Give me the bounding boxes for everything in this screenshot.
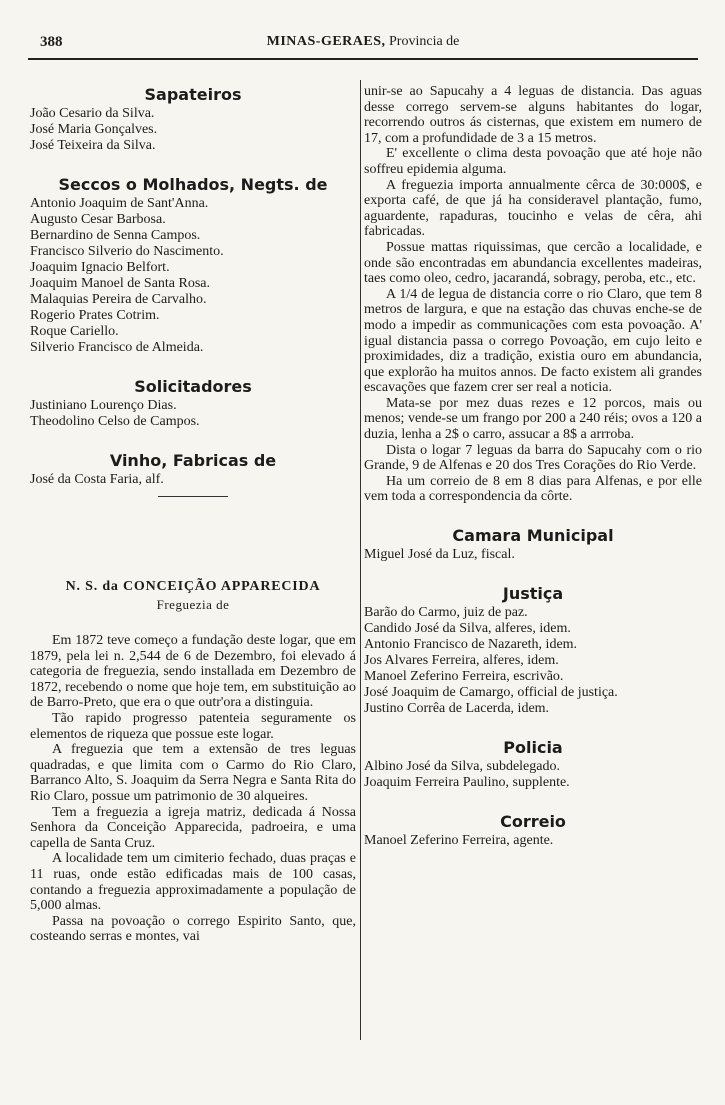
parish-subtitle: Freguezia de (156, 597, 230, 612)
list-item: José Maria Gonçalves. (30, 122, 158, 137)
running-title (28, 34, 698, 50)
list-item: José Joaquim de Camargo, official de justiça. (364, 685, 618, 701)
list-item: Manoel Zeferino Ferreira, escrivão. (364, 669, 564, 685)
list-item: Theodolino Celso de Campos. (30, 414, 200, 429)
paragraph: Tem a freguezia a igreja matriz, dedicada á Nossa Senhora da Conceição Apparecida, padroeira, e uma capella de Santa Cruz. (30, 804, 356, 851)
running-title-bold: MINAS-GERAES, (266, 34, 386, 49)
section-correio (364, 811, 702, 849)
parish-text (30, 633, 356, 945)
list-item: Manoel Zeferino Ferreira, agente. (364, 833, 554, 849)
list-item: Miguel José da Luz, fiscal. (364, 547, 515, 563)
section-heading: Solicitadores (134, 377, 252, 396)
paragraph: Mata-se por mez duas rezes e 12 porcos, mais ou menos; vende-se um frango por 200 a 240 réis; ovos a 120 a duzia, lenha a 2$ o carro, assucar a 8$ a arrroba. (364, 395, 702, 443)
section-camara (364, 525, 702, 563)
list-item: Justiniano Lourenço Dias. (30, 398, 177, 413)
section-seccos (30, 174, 356, 356)
list-item: João Cesario da Silva. (30, 106, 155, 121)
list-item: Roque Cariello. (30, 324, 119, 339)
section-heading: Seccos o Molhados, Negts. de (58, 175, 328, 194)
paragraph: Em 1872 teve começo a fundação deste logar, que em 1879, pela lei n. 2,544 de 6 de Dezembro, foi elevado á categoria de freguezia, sendo installada em Dezembro de 1872, recebendo o nome que hoje tem, em substituição ao de Barro-Preto, que era o que outr'ora a distinguia. (30, 633, 356, 711)
page-number: 388 (40, 34, 63, 50)
header-rule (28, 58, 698, 60)
section-heading: Camara Municipal (452, 526, 614, 546)
list-item: Silverio Francisco de Almeida. (30, 340, 204, 355)
section-heading: Policia (503, 738, 563, 758)
list-item: Barão do Carmo, juiz de paz. (364, 605, 528, 621)
column-divider (360, 80, 361, 1040)
list-item: Candido José da Silva, alferes, idem. (364, 621, 571, 637)
page-header (28, 34, 698, 56)
paragraph: Passa na povoação o corrego Espirito Santo, que, costeando serras e montes, vai (30, 913, 356, 945)
list-item: Malaquias Pereira de Carvalho. (30, 292, 207, 307)
list-item: Albino José da Silva, subdelegado. (364, 759, 560, 775)
list-item: Antonio Joaquim de Sant'Anna. (30, 196, 209, 211)
section-policia (364, 737, 702, 791)
section-heading: Correio (500, 812, 566, 832)
paragraph: A freguezia que tem a extensão de tres leguas quadradas, e que limita com o Carmo do Rio Claro, Barranco Alto, S. Joaquim da Serra Negra e Santa Rita do Rio Claro, possue um patrimonio de 30 alqueires. (30, 742, 356, 804)
list-item: José Teixeira da Silva. (30, 138, 156, 153)
list-item: Bernardino de Senna Campos. (30, 228, 201, 243)
paragraph: unir-se ao Sapucahy a 4 leguas de distancia. Das aguas desse corrego servem-se alguns habitantes do logar, recorrendo outros ás cisternas, que existem em numero de 17, com a profundidade de 3 a 15 metros. (364, 84, 702, 146)
list-item: Jos Alvares Ferreira, alferes, idem. (364, 653, 559, 669)
list-item: Joaquim Ferreira Paulino, supplente. (364, 775, 570, 791)
parish-title-block (30, 579, 356, 613)
list-item: Joaquim Manoel de Santa Rosa. (30, 276, 211, 291)
list-item: Francisco Silverio do Nascimento. (30, 244, 224, 259)
section-heading: Sapateiros (144, 85, 242, 104)
paragraph: A localidade tem um cimiterio fechado, duas praças e 11 ruas, onde estão edificadas mais de 100 casas, contando a freguezia approximadamente a população de 5,000 almas. (30, 851, 356, 914)
list-item: José da Costa Faria, alf. (30, 472, 164, 487)
section-heading: Vinho, Fabricas de (109, 451, 277, 470)
paragraph: A freguezia importa annualmente cêrca de 30:000$, e exporta café, de que já ha consideravel plantação, fumo, aguardente, rapaduras, toucinho e velas de cêra, ahi fabricadas. (364, 177, 702, 240)
description-text (364, 84, 702, 505)
section-heading: Justiça (502, 584, 564, 604)
list-item: Joaquim Ignacio Belfort. (30, 260, 170, 275)
paragraph: E' excellente o clima desta povoação que até hoje não soffreu epidemia alguma. (364, 146, 702, 177)
paragraph: A 1/4 de legua de distancia corre o rio Claro, que tem 8 metros de largura, e que na estação das chuvas enche-se de modo a impedir as communicações com esta povoação. A' igual distancia passa o corrego Povoação, em cujo leito e proximidades, diz a tradição, existia ouro em abundancia, que explorão ha muitos annos. De facto existem ali grandes escavações que fazem crer ser real a noticia. (364, 286, 702, 396)
running-title-rest: Provincia de (389, 34, 460, 49)
left-column (30, 84, 356, 945)
paragraph: Possue mattas riquissimas, que cercão a localidade, e onde são encontradas em abundancia excellentes madeiras, taes como oleo, cedro, jacarandá, sobragy, peroba, etc., etc. (364, 239, 702, 287)
paragraph: Dista o logar 7 leguas da barra do Sapucahy com o rio Grande, 9 de Alfenas e 20 dos Tres Corações do Rio Verde. (364, 442, 702, 474)
list-item: Justino Corrêa de Lacerda, idem. (364, 701, 550, 717)
right-column (364, 84, 702, 849)
list-item: Rogerio Prates Cotrim. (30, 308, 160, 323)
paragraph: Ha um correio de 8 em 8 dias para Alfenas, e por elle vem toda a correspondencia da côrte. (364, 473, 702, 505)
list-item: Augusto Cesar Barbosa. (30, 212, 166, 227)
section-vinho (30, 450, 356, 497)
section-solicitadores (30, 376, 356, 430)
section-sapateiros (30, 84, 356, 154)
list-item: Antonio Francisco de Nazareth, idem. (364, 637, 578, 653)
paragraph: Tão rapido progresso patenteia seguramente os elementos de riqueza que possue este logar. (30, 710, 356, 742)
section-justica (364, 583, 702, 717)
parish-title: N. S. da CONCEIÇÃO APPARECIDA (65, 579, 321, 594)
